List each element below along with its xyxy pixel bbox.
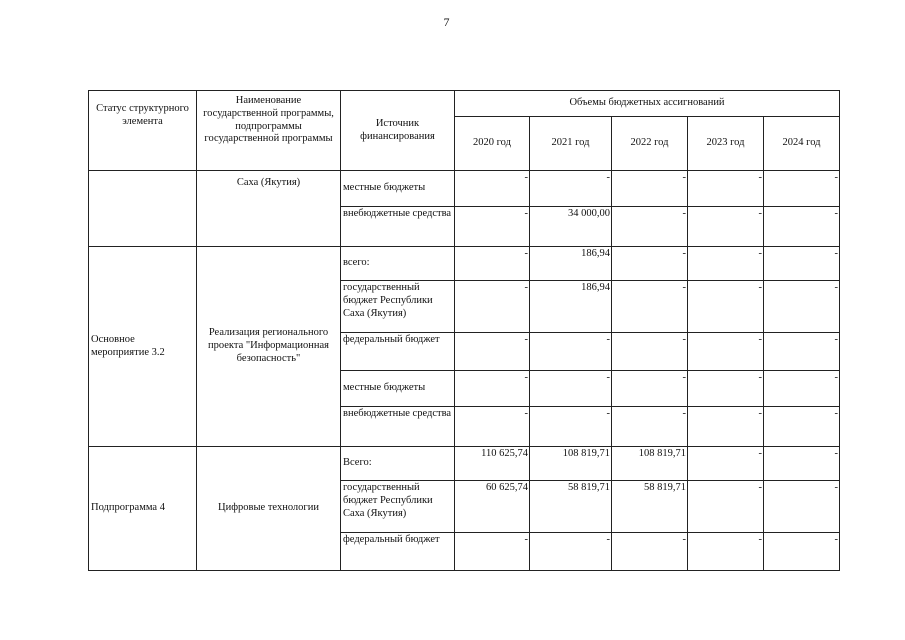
value-2024: - [764, 247, 840, 281]
value-2023: - [688, 207, 764, 247]
value-2023: - [688, 481, 764, 533]
table-row [89, 171, 840, 207]
value-2021: 58 819,71 [530, 481, 612, 533]
source-cell: внебюджетные средства [341, 207, 455, 247]
value-2023: - [688, 333, 764, 371]
value-2022: 108 819,71 [612, 447, 688, 481]
value-2020: 110 625,74 [455, 447, 530, 481]
value-2024: - [764, 407, 840, 447]
source-cell: федеральный бюджет [341, 333, 455, 371]
value-2023: - [688, 407, 764, 447]
source-cell: Всего: [341, 447, 455, 481]
value-2023: - [688, 281, 764, 333]
value-2022: - [612, 207, 688, 247]
value-2023: - [688, 533, 764, 571]
value-2021: - [530, 171, 612, 207]
value-2021: 186,94 [530, 247, 612, 281]
header-source: Источник финансирования [341, 91, 455, 171]
header-year-2021: 2021 год [530, 117, 612, 171]
value-2024: - [764, 481, 840, 533]
page-number: 7 [443, 15, 450, 29]
value-2021: 108 819,71 [530, 447, 612, 481]
source-cell: всего: [341, 247, 455, 281]
value-2022: - [612, 281, 688, 333]
value-2024: - [764, 371, 840, 407]
header-year-2022: 2022 год [612, 117, 688, 171]
header-year-2023: 2023 год [688, 117, 764, 171]
value-2020: - [455, 371, 530, 407]
header-budget-volumes: Объемы бюджетных ассигнований [455, 91, 840, 117]
value-2024: - [764, 281, 840, 333]
value-2023: - [688, 171, 764, 207]
table-row [89, 447, 840, 481]
header-year-2020: 2020 год [455, 117, 530, 171]
value-2023: - [688, 371, 764, 407]
value-2021: - [530, 333, 612, 371]
header-name: Наименование государственной программы, подпрограммы государственной программы [197, 91, 341, 171]
value-2021: - [530, 533, 612, 571]
value-2024: - [764, 533, 840, 571]
value-2020: - [455, 281, 530, 333]
value-2020: - [455, 207, 530, 247]
source-cell: местные бюджеты [341, 371, 455, 407]
value-2021: - [530, 407, 612, 447]
source-cell: государственный бюджет Республики Саха (Якутия) [341, 481, 455, 533]
value-2022: - [612, 171, 688, 207]
value-2022: - [612, 407, 688, 447]
source-cell: внебюджетные средства [341, 407, 455, 447]
status-cell [89, 171, 197, 247]
source-cell: местные бюджеты [341, 171, 455, 207]
value-2022: - [612, 247, 688, 281]
program-name-cell: Саха (Якутия) [197, 171, 341, 247]
value-2024: - [764, 447, 840, 481]
table-row [89, 247, 840, 281]
value-2020: - [455, 247, 530, 281]
value-2022: - [612, 333, 688, 371]
header-year-2024: 2024 год [764, 117, 840, 171]
program-name-cell: Цифровые технологии [197, 447, 341, 571]
value-2022: - [612, 371, 688, 407]
value-2021: 34 000,00 [530, 207, 612, 247]
value-2022: 58 819,71 [612, 481, 688, 533]
value-2023: - [688, 247, 764, 281]
value-2020: - [455, 333, 530, 371]
program-name-cell: Реализация регионального проекта "Информационная безопасность" [197, 247, 341, 447]
status-cell: Основное мероприятие 3.2 [89, 247, 197, 447]
value-2024: - [764, 207, 840, 247]
value-2022: - [612, 533, 688, 571]
value-2024: - [764, 333, 840, 371]
status-cell: Подпрограмма 4 [89, 447, 197, 571]
value-2021: 186,94 [530, 281, 612, 333]
value-2020: - [455, 171, 530, 207]
source-cell: государственный бюджет Республики Саха (Якутия) [341, 281, 455, 333]
budget-allocation-table [88, 90, 840, 571]
value-2023: - [688, 447, 764, 481]
value-2021: - [530, 371, 612, 407]
value-2024: - [764, 171, 840, 207]
source-cell: федеральный бюджет [341, 533, 455, 571]
value-2020: - [455, 533, 530, 571]
value-2020: - [455, 407, 530, 447]
value-2020: 60 625,74 [455, 481, 530, 533]
header-status: Статус структурного элемента [89, 91, 197, 171]
